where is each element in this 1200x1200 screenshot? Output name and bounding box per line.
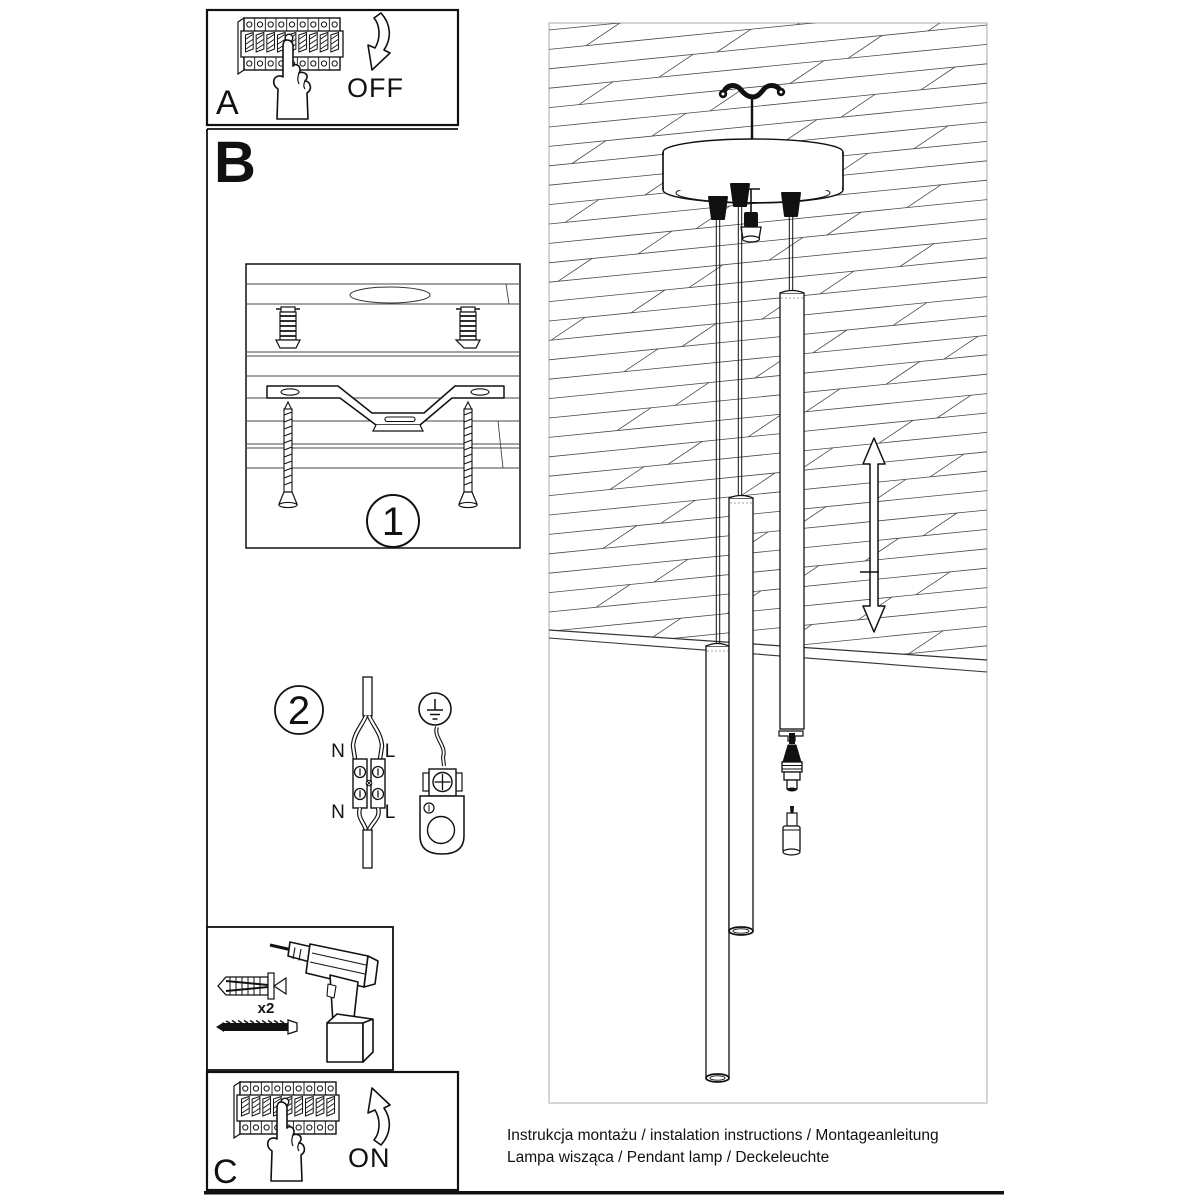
ground-symbol-icon <box>419 693 451 725</box>
panel-a-action: OFF <box>347 73 404 103</box>
footer-line1: Instrukcja montażu / instalation instructions / Montageanleitung <box>507 1127 939 1144</box>
ceiling-hook-icon <box>420 727 464 854</box>
panel-a-label: A <box>216 84 239 122</box>
panel-c-action: ON <box>348 1143 391 1173</box>
wall-plug-icon <box>276 307 300 348</box>
wire-label-n-bottom: N <box>331 802 345 823</box>
canopy <box>663 139 843 203</box>
footer-line2: Lampa wisząca / Pendant lamp / Deckeleuchte <box>507 1149 830 1166</box>
step1-box <box>246 264 520 548</box>
wire-label-l-top: L <box>384 741 396 762</box>
wire-label-l-bottom: L <box>384 802 396 823</box>
wire-connector-icon <box>353 677 385 868</box>
pendant-tube-medium <box>729 496 753 936</box>
step2-wiring <box>275 677 464 868</box>
bottom-rule <box>204 1191 1004 1195</box>
tools-box <box>207 927 393 1070</box>
wall-plug-icon <box>456 307 480 348</box>
pendant-tube-short <box>780 291 804 730</box>
panel-c-label: C <box>213 1153 238 1191</box>
ceiling-hole <box>350 287 430 303</box>
section-b-label: B <box>214 130 256 195</box>
panel-c <box>207 1072 458 1191</box>
wire-label-n-top: N <box>331 741 345 762</box>
step2-number: 2 <box>287 689 311 733</box>
pendant-tube-long <box>706 644 729 1083</box>
step1-number: 1 <box>381 500 405 544</box>
pendant-lamp-figure <box>549 0 987 1103</box>
screw-count-label: x2 <box>257 1000 275 1017</box>
footer <box>507 1127 939 1166</box>
panel-a <box>207 10 458 125</box>
